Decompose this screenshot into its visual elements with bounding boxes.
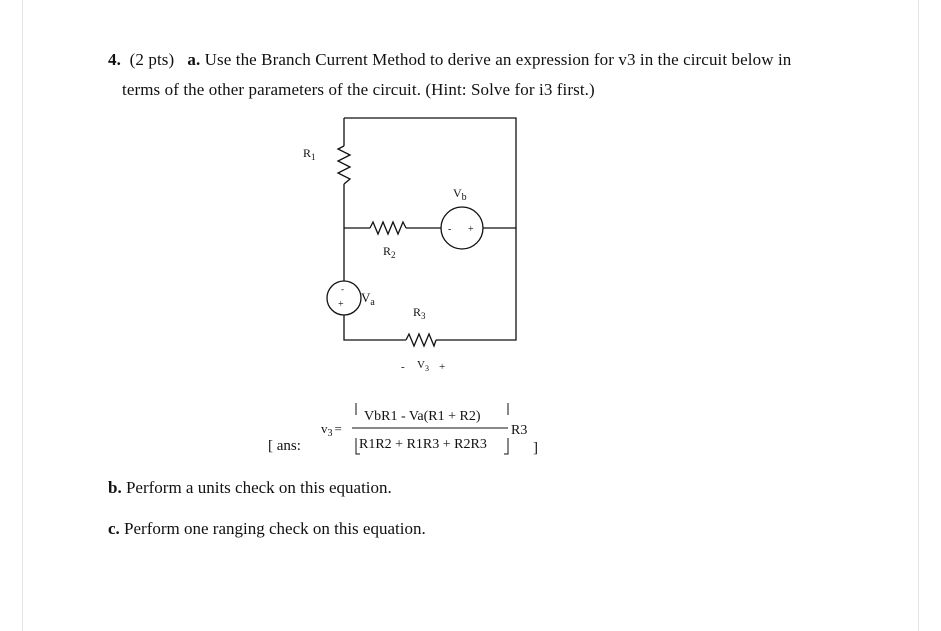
- v3-label: $V_3$: [417, 359, 429, 373]
- answer-denominator: R1R2 + R1R3 + R2R3: [359, 437, 487, 452]
- r1-label: $R_1$: [303, 146, 316, 162]
- question-line-2: terms of the other parameters of the circuit. (Hint: Solve for i3 first.): [122, 80, 595, 99]
- vb-plus: +: [468, 224, 474, 235]
- va-plus: +: [338, 299, 344, 310]
- va-minus: -: [341, 284, 344, 294]
- part-c-text: Perform one ranging check on this equation.: [124, 519, 426, 538]
- question-points: (2 pts): [129, 50, 175, 69]
- answer-open-bracket: [ ans:: [268, 438, 301, 454]
- vb-minus: -: [448, 224, 452, 235]
- question-number: 4.: [108, 50, 121, 69]
- va-label: $V_a$: [361, 290, 375, 308]
- answer-multiplier: R3: [511, 423, 528, 438]
- va-source: [327, 281, 361, 315]
- r3-label: $R_3$: [413, 305, 426, 321]
- v3-minus: -: [401, 361, 405, 373]
- r1-resistor: [338, 146, 350, 184]
- vb-label: $V_b$: [453, 186, 467, 203]
- bottom-left-wire: [344, 315, 406, 340]
- r2-resistor: [370, 222, 406, 234]
- part-c-letter: c.: [108, 519, 120, 538]
- top-wire: [344, 118, 516, 228]
- part-b: [108, 478, 392, 498]
- r2-label: $R_2$: [383, 244, 396, 260]
- part-c: [108, 519, 426, 539]
- r3-resistor: [406, 334, 436, 346]
- part-b-text: Perform a units check on this equation.: [125, 478, 392, 497]
- part-a-letter: a.: [187, 50, 201, 69]
- answer-close-bracket: ]: [533, 440, 538, 456]
- answer-equation: [321, 403, 527, 454]
- answer-numerator: VbR1 - Va(R1 + R2): [364, 409, 481, 424]
- part-b-letter: b.: [108, 478, 122, 497]
- v3-plus: +: [439, 361, 446, 373]
- question-text-line-1: Use the Branch Current Method to derive an expression for v3 in the circuit below in: [204, 50, 792, 69]
- answer-lhs: $v_3$ =: [321, 421, 342, 439]
- right-wire: [436, 228, 516, 340]
